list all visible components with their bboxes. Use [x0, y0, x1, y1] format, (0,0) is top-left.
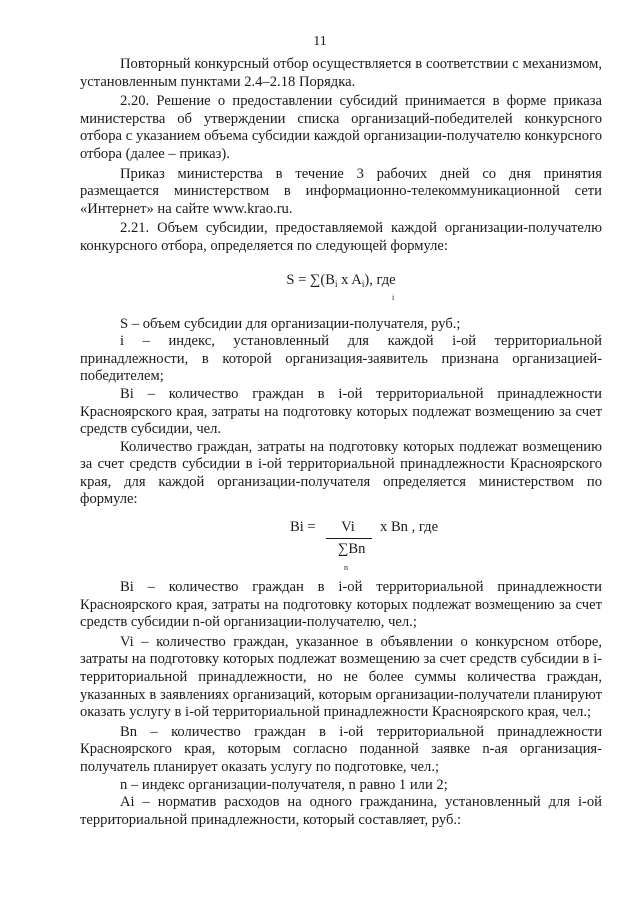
paragraph-2-20: 2.20. Решение о предоставлении субсидий принимается в форме приказа министерства об утверждении списка организаций-победителей конкурсного отбора с указанием объема субсидии каждой организации-получателю конкурсного отбора (далее – приказ).	[80, 93, 602, 162]
paragraph-order-publication: Приказ министерства в течение 3 рабочих дней со дня принятия размещается министерством в информационно-телекоммуникационной сети «Интернет» на сайте www.krao.ru.	[80, 165, 602, 217]
def-ai: Ai – норматив расходов на одного гражданина, установленный для i-ой территориальной принадлежности, который составляет, руб.:	[80, 794, 602, 828]
formula2-lhs: Bi =	[290, 519, 316, 536]
paragraph-repeat-selection: Повторный конкурсный отбор осуществляется в соответствии с механизмом, установленным пунктами 2.4–2.18 Порядка.	[80, 56, 602, 90]
def-i: i – индекс, установленный для каждой i-ой территориальной принадлежности, в которой организация-заявитель признана организацией-победителем;	[80, 333, 602, 385]
def-n: n – индекс организации-получателя, n равно 1 или 2;	[120, 776, 448, 793]
def-bi-n: Bi – количество граждан в i-ой территориальной принадлежности Красноярского края, затраты на подготовку которых подлежат возмещению за счет средств субсидии n-ой организации-получателю, чел.;	[80, 579, 602, 631]
fraction-line	[326, 538, 372, 539]
def-vi: Vi – количество граждан, указанное в объявлении о конкурсном отборе, затраты на подготовку которых подлежат возмещению за счет средств субсидии в i-территориальной принадлежности, но не более суммы количества граждан, указанных в заявлениях организаций, которым организации-получатели планируют оказать услугу в i-ой территориальной принадлежности Красноярского края, чел.;	[80, 633, 602, 721]
def-s: S – объем субсидии для организации-получателя, руб.;	[120, 315, 461, 332]
paragraph-citizens-count: Количество граждан, затраты на подготовку которых подлежат возмещению за счет средств субсидии в i-ой территориальной принадлежности Красноярского края, для каждой организации-получателя определяется министерством по формуле:	[80, 438, 602, 508]
paragraph-2-21: 2.21. Объем субсидии, предоставляемой каждой организации-получателю конкурсного отбора, определяется по следующей формуле:	[80, 220, 602, 254]
subsidy-formula	[80, 271, 602, 302]
formula2-sum-index: n	[344, 563, 348, 573]
def-bn: Bn – количество граждан в i-ой территориальной принадлежности Красноярского края, которым согласно поданной заявке n-ая организация-получатель планирует оказать услугу по подготовке, чел.;	[80, 723, 602, 775]
formula1-sub-i: i	[334, 278, 338, 289]
formula2-denominator: ∑Bn	[338, 541, 366, 558]
formula1-mid: x A	[337, 271, 362, 288]
formula1-lhs: S = ∑(B	[286, 271, 335, 288]
document-body	[80, 56, 602, 829]
formula1-sub-i2: i	[361, 278, 365, 289]
citizens-formula	[80, 513, 602, 571]
formula2-rest: x Bn , где	[380, 519, 439, 536]
formula1-sum-index: i	[392, 292, 395, 302]
formula1-rhs: ), где	[364, 271, 396, 288]
formula2-numerator: Vi	[341, 519, 355, 536]
def-bi: Bi – количество граждан в i-ой территориальной принадлежности Красноярского края, затраты на подготовку которых подлежат возмещению за счет средств субсидии, чел.	[80, 385, 602, 438]
page-number: 11	[313, 34, 327, 49]
